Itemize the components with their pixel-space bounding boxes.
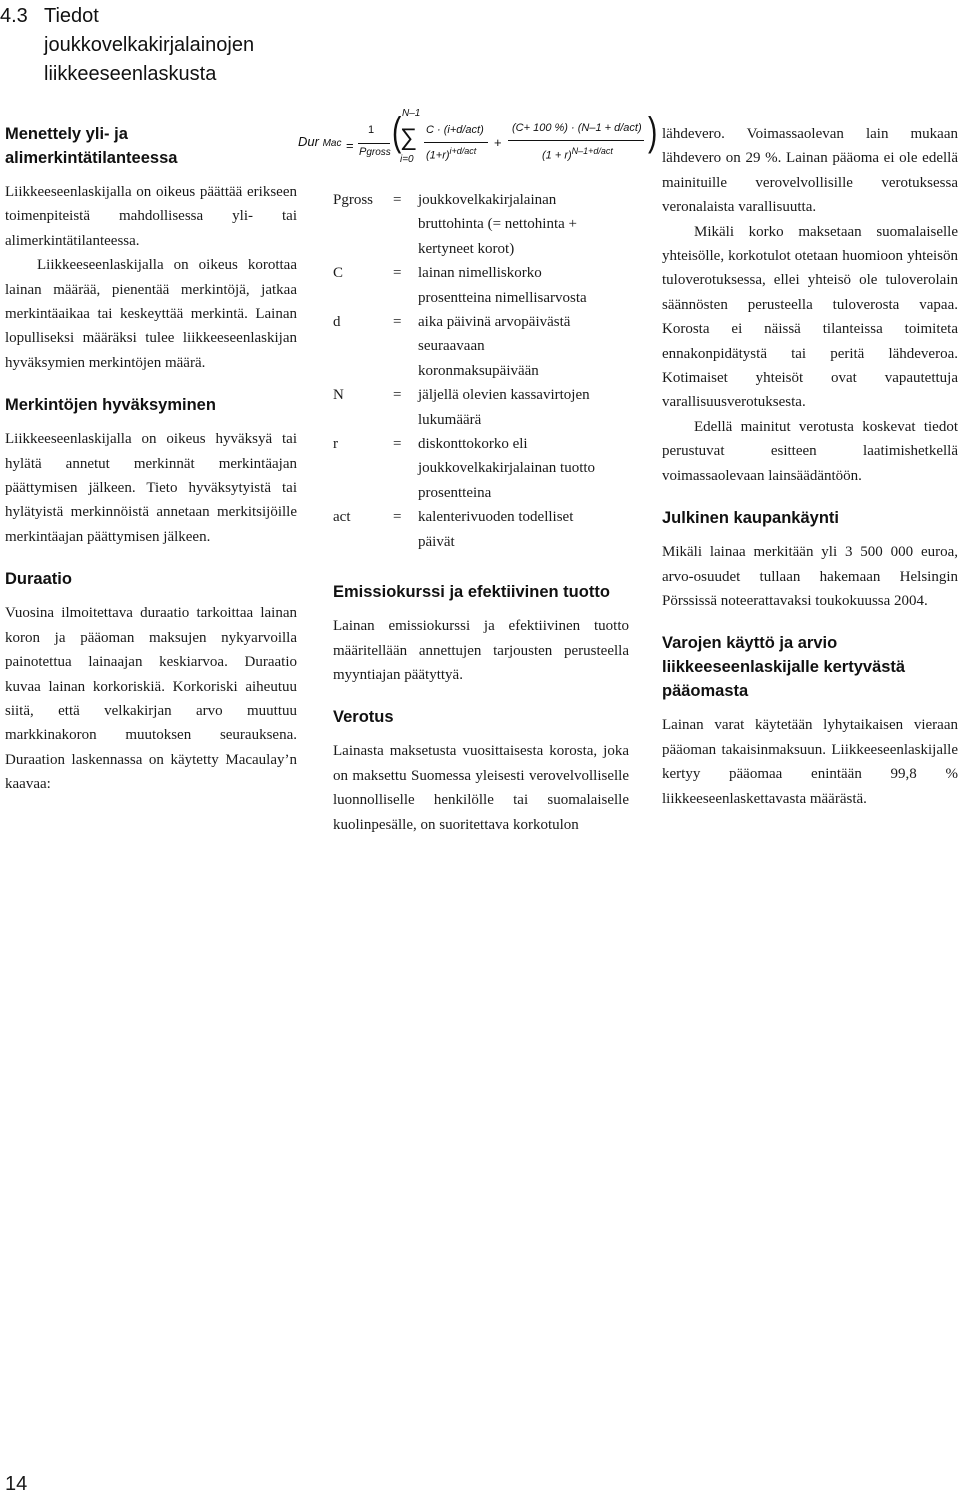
formula-left-paren: ( [391,110,402,154]
section-heading: Julkinen kaupankäynti [662,509,839,528]
column-left [5,122,297,815]
formula-mac-subscript: Mac [322,138,342,149]
page-number: 14 [5,1473,28,1495]
formula-definitions [333,188,629,554]
definition-symbol: N [333,387,344,404]
section-number: 4.3 [0,5,28,27]
formula-sigma: ∑ [400,124,418,151]
paragraph: Lainan varat käytetään lyhytaikaisen vieraan pääoman takaisinmaksuun. Liikkeeseenlaskijalle kertyy pääomaa enintään 99,8 % liikkeeseenlaskettavasta määrästä. [662,717,958,807]
formula-term1-numerator: C · (i+d/act) [426,124,484,136]
formula-right-paren: ) [647,110,658,154]
definition-row [333,188,629,261]
formula-plus: + [494,135,502,150]
formula-gross-subscript: gross [366,147,391,158]
definition-description: lainan nimelliskorko prosentteina nimellisarvosta [418,265,587,306]
paragraph: Lainasta maksetusta vuosittaisesta korosta, joka on maksettu Suomessa yleisesti verovelvolliselle luonnolliselle henkilölle tai suomalaiselle kuolinpesälle, on suoritettava korkotulon [333,743,629,833]
definition-equals: = [393,192,402,208]
definition-symbol: C [333,265,344,282]
section-taxation-continued [662,122,958,488]
definition-row [333,383,629,432]
definition-symbol: d [333,314,341,331]
section-issue-price [333,580,629,687]
column-middle [333,122,629,855]
section-over-under-subscription [5,122,297,375]
paragraph: Liikkeeseenlaskijalla on oikeus päättää erikseen toimenpiteistä mahdollisessa yli- tai alimerkintätilanteessa. [5,184,297,249]
section-public-trading [662,506,958,613]
definition-equals: = [393,314,402,331]
definition-description: joukkovelkakirjalainan bruttohinta (= nettohinta + kertyneet korot) [418,192,577,257]
paragraph: Lainan emissiokurssi ja efektiivinen tuotto määritellään annettujen tarjousten perusteella myyntiajan päätyttyä. [333,618,629,683]
section-taxation [333,705,629,837]
definition-symbol: r [333,436,338,453]
formula-dur-text: Dur [298,134,319,149]
paragraph: Liikkeeseenlaskijalla on oikeus hyväksyä tai hylätä annetut merkinnät merkintäajan päättymisen jälkeen. Tieto hyväksytyistä tai hylätyistä merkinnöistä annetaan merkitsijöille merkintäajan päättymisen jälkeen. [5,431,297,545]
formula-numerator-one: 1 [368,124,375,136]
paragraph: lähdevero. Voimassaolevan lain mukaan lähdevero on 29 %. Lainan pääoma ei ole edellä mainituille verovelvollisille verotuksessa veronalaista varallisuutta. [662,126,958,216]
formula-sum-lower: i=0 [400,154,414,165]
paragraph: Edellä mainitut verotusta koskevat tiedot perustuvat esitteen laatimishetkellä voimassaolevaan lainsäädäntöön. [662,418,958,484]
section-heading: Duraatio [5,570,72,589]
formula-equals: = [346,138,354,153]
definition-equals: = [393,509,402,526]
section-heading: Merkintöjen hyväksyminen [5,396,216,415]
section-subscription-approval [5,393,297,549]
section-title: Tiedot joukkovelkakirjalainojen liikkeeseenlaskusta [44,5,255,85]
column-right [662,122,958,829]
section-heading: Emissiokurssi ja efektiivinen tuotto [333,583,610,602]
definition-description: jäljellä olevien kassavirtojen lukumäärä [418,387,590,428]
formula-sum-upper: N–1 [402,108,421,119]
definition-row [333,261,629,310]
formula-den2-exponent: N–1+d/act [571,146,613,156]
definition-description: kalenterivuoden todelliset päivät [418,509,574,550]
formula-den1-base: (1+r) [426,149,450,162]
definition-symbol: act [333,509,351,526]
definition-description: diskonttokorko eli joukkovelkakirjalainan tuotto prosentteina [418,436,596,501]
section-duration [5,567,297,796]
formula-term2-numerator: (C+ 100 %) · (N–1 + d/act) [512,122,642,134]
formula-den2-base: (1 + r) [542,149,572,162]
definition-equals: = [393,265,402,282]
section-heading: Menettely yli- ja alimerkintätilanteessa [5,125,178,167]
definition-row [333,505,629,554]
formula-p: P [359,146,367,158]
page-title [0,2,300,89]
definition-row [333,310,629,383]
paragraph: Vuosina ilmoitettava duraatio tarkoittaa lainan koron ja pääoman maksujen nykyarvoilla painotettua lainaajan keskiarvoa. Duraatio kuvaa lainan korkoriskiä. Korkoriski aiheutuu siitä, että velkakirjan arvo muuttuu markkinakoron muutoksen seurauksena. Duraation laskennassa on käytetty Macaulay’n kaavaa: [5,605,297,793]
definition-equals: = [393,387,402,404]
definition-description: aika päivinä arvopäivästä seuraavaan koronmaksupäivään [418,314,571,379]
definition-symbol: Pgross [333,192,374,208]
definition-equals: = [393,436,402,453]
paragraph: Liikkeeseenlaskijalla on oikeus korottaa lainan määrää, pienentää merkintöjä, jatkaa merkintäaikaa tai keskeyttää merkintä. Lainan lopulliseksi määräksi tulee liikkeeseenlaskijan hyväksymien merkintöjen määrä. [5,257,297,371]
paragraph: Mikäli lainaa merkitään yli 3 500 000 euroa, arvo-osuudet tullaan hakemaan Helsingin Pörssissä noteerattavaksi toukokuussa 2004. [662,544,958,609]
section-use-of-proceeds [662,631,958,811]
formula-den1-exponent: i+d/act [449,146,477,156]
section-heading: Varojen käyttö ja arvio liikkeeseenlaskijalle kertyvästä pääomasta [662,634,906,701]
section-heading: Verotus [333,708,394,727]
paragraph: Mikäli korko maksetaan suomalaiselle yhteisölle, korkotulot otetaan huomioon yhteisön tuloverotuksessa, ellei yhteisö ole tuloverolain säännösten perusteella tuloverosta vapaa. Korosta ei näissä tilanteissa toimiteta ennakonpidätystä tai peritä lähdeveroa. Kotimaiset yhteisöt ovat vapautettuja varallisuusverotuksesta. [662,223,958,411]
definition-row [333,432,629,505]
